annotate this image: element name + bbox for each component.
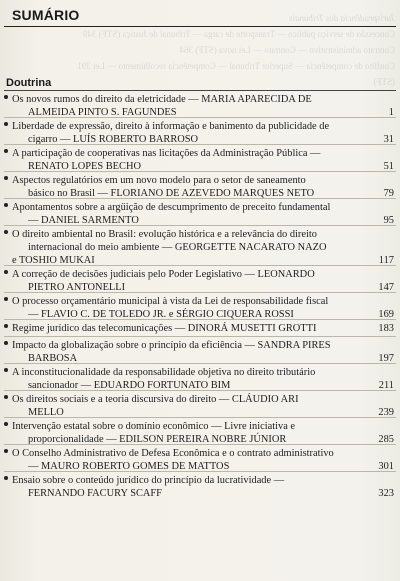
toc-entry-line: Os direitos sociais e a teoria discursiva do direito — CLÁUDIO ARI	[12, 394, 299, 405]
toc-entry[interactable]	[4, 319, 396, 336]
section-heading: Doutrina	[6, 77, 52, 89]
bleed-line: Jurisprudência dos Tribunais	[288, 13, 395, 23]
toc-entry-text	[4, 201, 396, 227]
page-number: 285	[378, 434, 394, 445]
toc-entry-line: internacional do meio ambiente — GEORGETTE NACARATO NAZO	[28, 242, 327, 253]
bleed-line: Conflito de competência — Superior Tribunal — Competência recolhimento — Lei 391	[77, 61, 395, 71]
toc-entry[interactable]	[4, 292, 396, 319]
page-number: 147	[378, 282, 394, 293]
toc-entry[interactable]	[4, 144, 396, 171]
toc-entry-line: sancionador — EDUARDO FORTUNATO BIM	[28, 380, 231, 391]
toc-entry-text	[4, 474, 396, 500]
toc-entry-text	[4, 393, 396, 419]
toc-entry-text	[4, 93, 396, 119]
page-number: 169	[378, 309, 394, 320]
bleed-line: Contrato administrativo — Contrato — Lei nova (STF) 364	[179, 45, 395, 55]
toc-entry[interactable]	[4, 417, 396, 444]
toc-entry-text	[4, 268, 396, 294]
toc-entry[interactable]	[4, 117, 396, 144]
toc-entry-line: FERNANDO FACURY SCAFF	[28, 488, 162, 499]
toc-entry-text	[4, 339, 396, 365]
page-number: 197	[378, 353, 394, 364]
toc-entry-line: Apontamentos sobre a argüição de descumprimento de preceito fundamental	[12, 202, 331, 213]
page-number: 31	[383, 134, 394, 145]
page-number: 1	[388, 107, 394, 118]
toc-entry-line: básico no Brasil — FLORIANO DE AZEVEDO MARQUES NETO	[28, 188, 315, 199]
toc-entry-line: — FLAVIO C. DE TOLEDO JR. e SÉRGIO CIQUERA ROSSI	[28, 309, 294, 320]
toc-entry-line: O direito ambiental no Brasil: evolução histórica e a relevância do direito	[12, 229, 317, 240]
toc-entry-line: PIETRO ANTONELLI	[28, 282, 126, 293]
bleed-line: Concessão de serviço público — Transporte de carga — Tribunal de Justiça (STF) 349	[82, 29, 395, 39]
page-title: SUMÁRIO	[12, 7, 80, 23]
page-number: 79	[383, 188, 394, 199]
toc-entry-line: cigarro — LUÍS ROBERTO BARROSO	[28, 134, 199, 145]
toc-entry-line: — DANIEL SARMENTO	[28, 215, 139, 226]
toc-entry-text	[4, 228, 396, 267]
toc-entry-text	[4, 295, 396, 321]
toc-entry-line: Regime jurídico das telecomunicações — DINORÁ MUSETTI GROTTI	[12, 323, 317, 334]
toc-entry-line: Liberdade de expressão, direito à informação e banimento da publicidade de	[12, 121, 330, 132]
toc-entry[interactable]	[4, 90, 396, 117]
toc-entry-text	[4, 447, 396, 473]
toc-entry[interactable]	[4, 363, 396, 390]
toc-entry-line: Impacto da globalização sobre o princípio da eficiência — SANDRA PIRES	[12, 340, 331, 351]
page-number: 183	[378, 323, 394, 334]
toc-entry-line: — MAURO ROBERTO GOMES DE MATTOS	[28, 461, 230, 472]
toc-entry-line: BARBOSA	[28, 353, 78, 364]
toc-entry[interactable]	[4, 225, 396, 265]
toc-entry[interactable]	[4, 198, 396, 225]
toc-entry-line: MELLO	[28, 407, 64, 418]
page-number: 323	[378, 488, 394, 499]
toc-entry-text	[4, 420, 396, 446]
page-number: 301	[378, 461, 394, 472]
toc-entry-line: ALMEIDA PINTO S. FAGUNDES	[28, 107, 177, 118]
page-number: 95	[383, 215, 394, 226]
toc-entry-text	[4, 120, 396, 146]
bleed-line: (STF)	[373, 77, 395, 87]
title-bar	[4, 4, 396, 27]
toc-entry-text	[4, 366, 396, 392]
toc-entry-line: e TOSHIO MUKAI	[12, 255, 95, 266]
toc-entry-line: Aspectos regulatórios em um novo modelo para o setor de saneamento	[12, 175, 306, 186]
toc-entry-line: proporcionalidade — EDILSON PEREIRA NOBRE JÚNIOR	[28, 434, 287, 445]
toc-entry-line: Intervenção estatal sobre o domínio econômico — Livre iniciativa e	[12, 421, 296, 432]
page-number: 51	[383, 161, 394, 172]
page-number: 239	[378, 407, 394, 418]
toc-entry-line: A correção de decisões judiciais pelo Poder Legislativo — LEONARDO	[12, 269, 315, 280]
toc-entry-line: Os novos rumos do direito da eletricidade — MARIA APARECIDA DE	[12, 94, 312, 105]
toc-entry[interactable]	[4, 471, 396, 498]
toc-entry[interactable]	[4, 336, 396, 363]
toc-entry-line: O Conselho Administrativo de Defesa Econômica e o contrato administrativo	[12, 448, 334, 459]
toc-entry-line: A inconstitucionalidade da responsabilidade objetiva no direito tributário	[12, 367, 316, 378]
toc-entry-line: RENATO LOPES BECHO	[28, 161, 141, 172]
toc-entry-line: O processo orçamentário municipal à vista da Lei de responsabilidade fiscal	[12, 296, 329, 307]
toc-entry[interactable]	[4, 265, 396, 292]
toc-entry-text	[4, 322, 396, 335]
toc-entry[interactable]	[4, 171, 396, 198]
toc-entry-line: A participação de cooperativas nas licitações da Administração Pública —	[12, 148, 321, 159]
toc-entry-text	[4, 174, 396, 200]
table-of-contents	[0, 90, 400, 498]
toc-entry[interactable]	[4, 390, 396, 417]
toc-entry-line: Ensaio sobre o conteúdo jurídico do princípio da lucratividade —	[12, 475, 285, 486]
page-number: 117	[378, 255, 394, 266]
page-number: 211	[378, 380, 394, 391]
toc-entry-text	[4, 147, 396, 173]
toc-entry[interactable]	[4, 444, 396, 471]
